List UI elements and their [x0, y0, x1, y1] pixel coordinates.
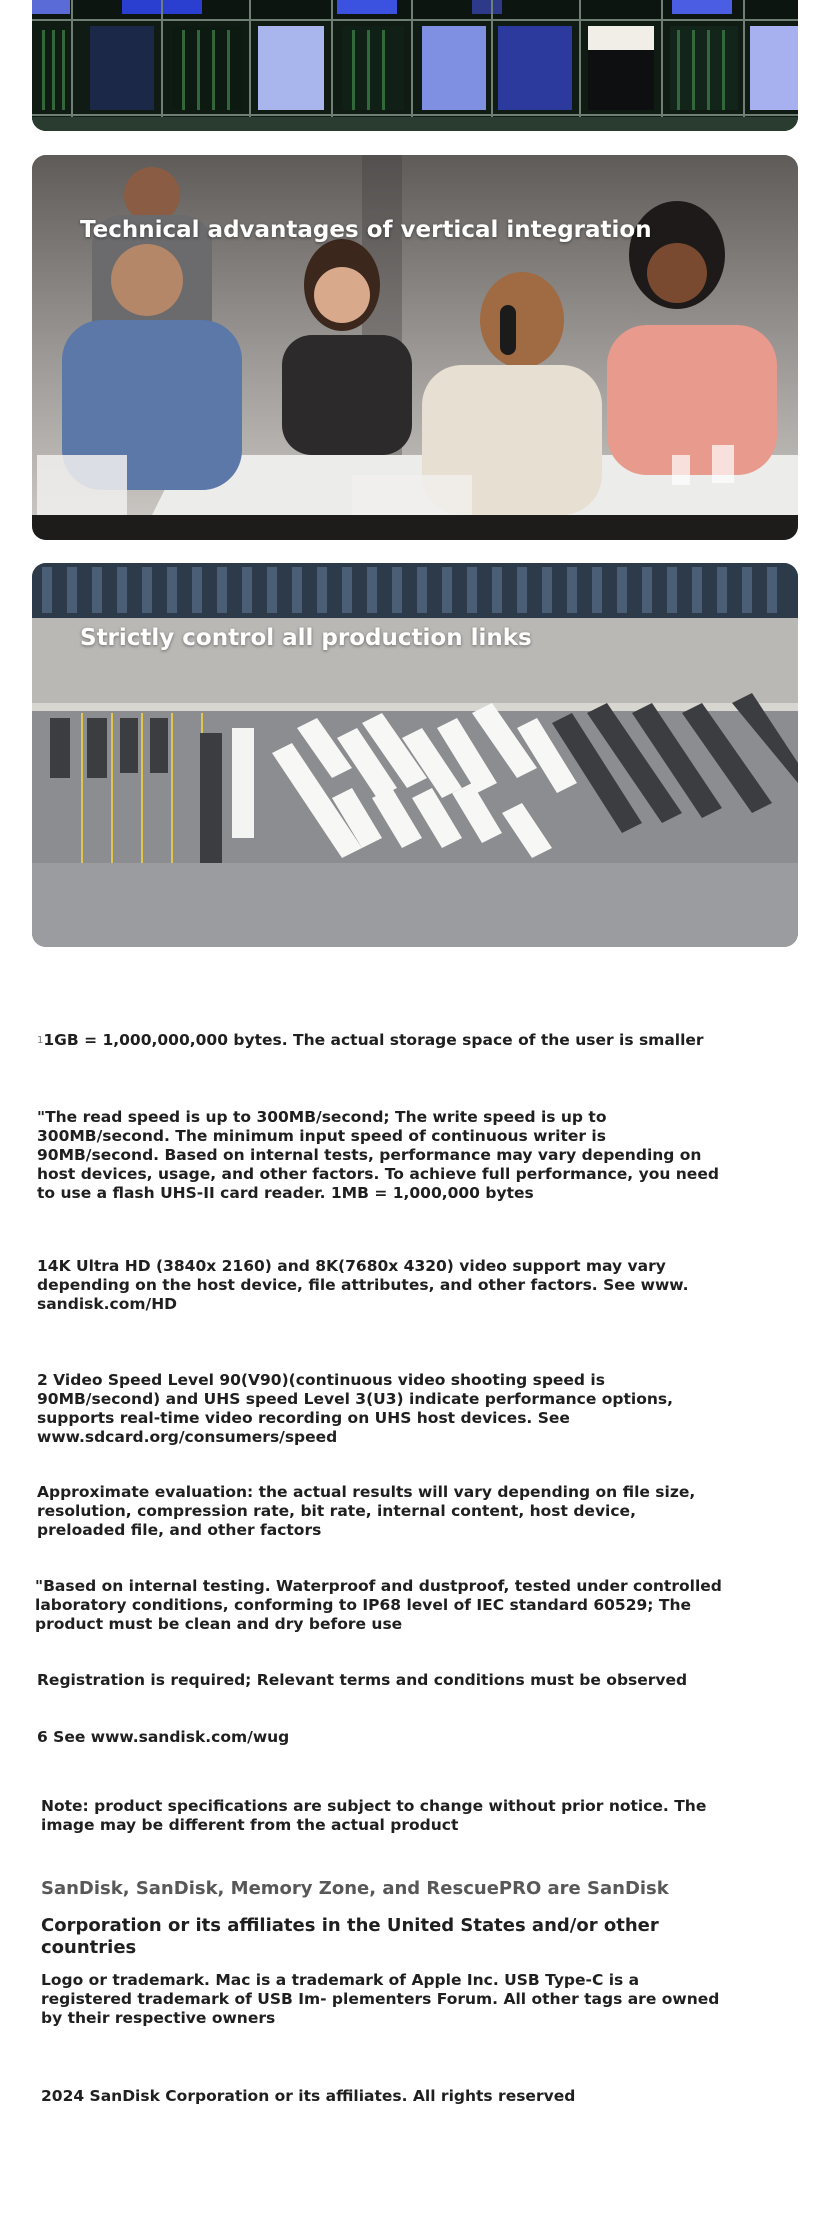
trucks-aerial-photo [32, 563, 798, 947]
footnote-wug: 6 See www.sandisk.com/wug [37, 1728, 290, 1746]
trademark-line-1: SanDisk, SanDisk, Memory Zone, and RescuePRO are SanDisk [41, 1878, 669, 1899]
chip-image [32, 0, 798, 131]
meeting-card-title: Technical advantages of vertical integration [80, 217, 652, 243]
footnote-specifications: Note: product specifications are subject to change without prior notice. The image may be different from the actual product [41, 1797, 707, 1834]
chip-image-card [32, 0, 798, 131]
footnote-video-speed: 2 Video Speed Level 90(V90)(continuous video shooting speed is 90MB/second) and UHS speed Level 3(U3) indicate performance options, supports real-time video recording on UHS host devices. See www.sdcard.org/consumers/speed [37, 1371, 674, 1446]
meeting-image-card [32, 155, 798, 540]
footnote-registration: Registration is required; Relevant terms and conditions must be observed [37, 1671, 688, 1689]
trademark-line-2: Corporation or its affiliates in the United States and/or other countries [41, 1915, 659, 1958]
footnote-speed: "The read speed is up to 300MB/second; The write speed is up to 300MB/second. The minimum input speed of continuous writer is 90MB/second. Based on internal tests, performance may vary depending on host devices, usage, and other factors. To achieve full performance, you need to use a flash UHS-II card reader. 1MB = 1,000,000 bytes [37, 1108, 719, 1202]
copyright: 2024 SanDisk Corporation or its affiliates. All rights reserved [41, 2087, 576, 2105]
footnote-evaluation: Approximate evaluation: the actual results will vary depending on file size, resolution, compression rate, bit rate, internal content, host device, preloaded file, and other factors [37, 1483, 696, 1539]
footnote-storage: $^1$1GB = 1,000,000,000 bytes. The actual storage space of the user is smaller [37, 1031, 704, 1049]
meeting-photo [32, 155, 798, 540]
trademark-logo-note: Logo or trademark. Mac is a trademark of Apple Inc. USB Type-C is a registered trademark of USB Im- plementers Forum. All other tags are owned by their respective owners [41, 1971, 720, 2027]
footnote-waterproof: "Based on internal testing. Waterproof and dustproof, tested under controlled laboratory conditions, conforming to IP68 level of IEC standard 60529; The product must be clean and dry before use [35, 1577, 722, 1633]
trucks-card-title: Strictly control all production links [80, 625, 532, 651]
footnote-marker: 1 [37, 1035, 44, 1046]
footnote-video-resolution: 14K Ultra HD (3840x 2160) and 8K(7680x 4320) video support may vary depending on the host device, file attributes, and other factors. See www. sandisk.com/HD [37, 1257, 689, 1313]
trucks-image-card [32, 563, 798, 947]
